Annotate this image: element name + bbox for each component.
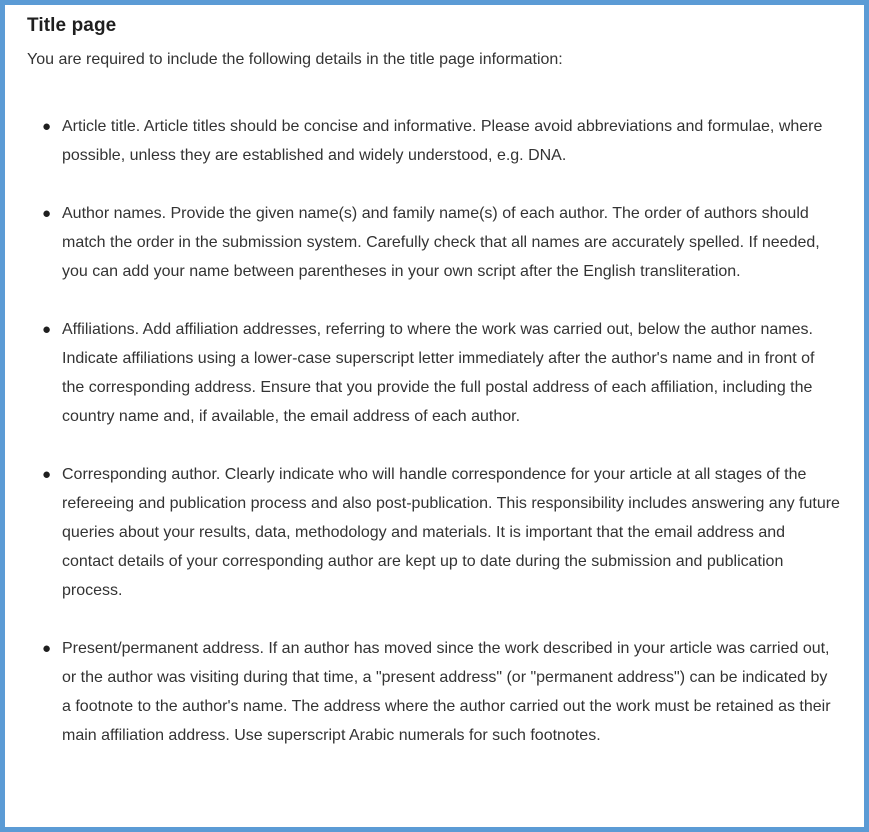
requirements-list [27,112,840,750]
list-item-text: Present/permanent address. If an author has moved since the work described in your article was carried out, or the author was visiting during that time, a "present address" (or "permanent address") can be indicated by a footnote to the author's name. The address where the author carried out the work must be retained as their main affiliation address. Use superscript Arabic numerals for such footnotes. [62,639,831,744]
page-title: Title page [27,15,117,36]
bullet-icon: ● [42,117,52,135]
list-item-text: Article title. Article titles should be concise and informative. Please avoid abbreviations and formulae, where possible, unless they are established and widely understood, e.g. DNA. [62,117,823,164]
list-item-present-permanent-address [27,634,840,750]
bullet-icon: ● [42,465,52,483]
bullet-icon: ● [42,639,52,657]
list-item-text: Affiliations. Add affiliation addresses, referring to where the work was carried out, below the author names. Indicate affiliations using a lower-case superscript letter immediately after the author's name and in front of the corresponding address. Ensure that you provide the full postal address of each affiliation, including the country name and, if available, the email address of each author. [62,320,815,425]
list-item-text: Corresponding author. Clearly indicate who will handle correspondence for your article at all stages of the refereeing and publication process and also post-publication. This responsibility includes answering any future queries about your results, data, methodology and materials. It is important that the email address and contact details of your corresponding author are kept up to date during the submission and publication process. [62,465,840,599]
list-item-article-title [27,112,840,170]
list-item-text: Author names. Provide the given name(s) and family name(s) of each author. The order of authors should match the order in the submission system. Carefully check that all names are accurately spelled. If needed, you can add your name between parentheses in your own script after the English transliteration. [62,204,820,280]
bullet-icon: ● [42,204,52,222]
list-item-corresponding-author [27,460,840,605]
list-item-affiliations [27,315,840,431]
bullet-icon: ● [42,320,52,338]
intro-text: You are required to include the following details in the title page information: [27,50,563,68]
list-item-author-names [27,199,840,286]
